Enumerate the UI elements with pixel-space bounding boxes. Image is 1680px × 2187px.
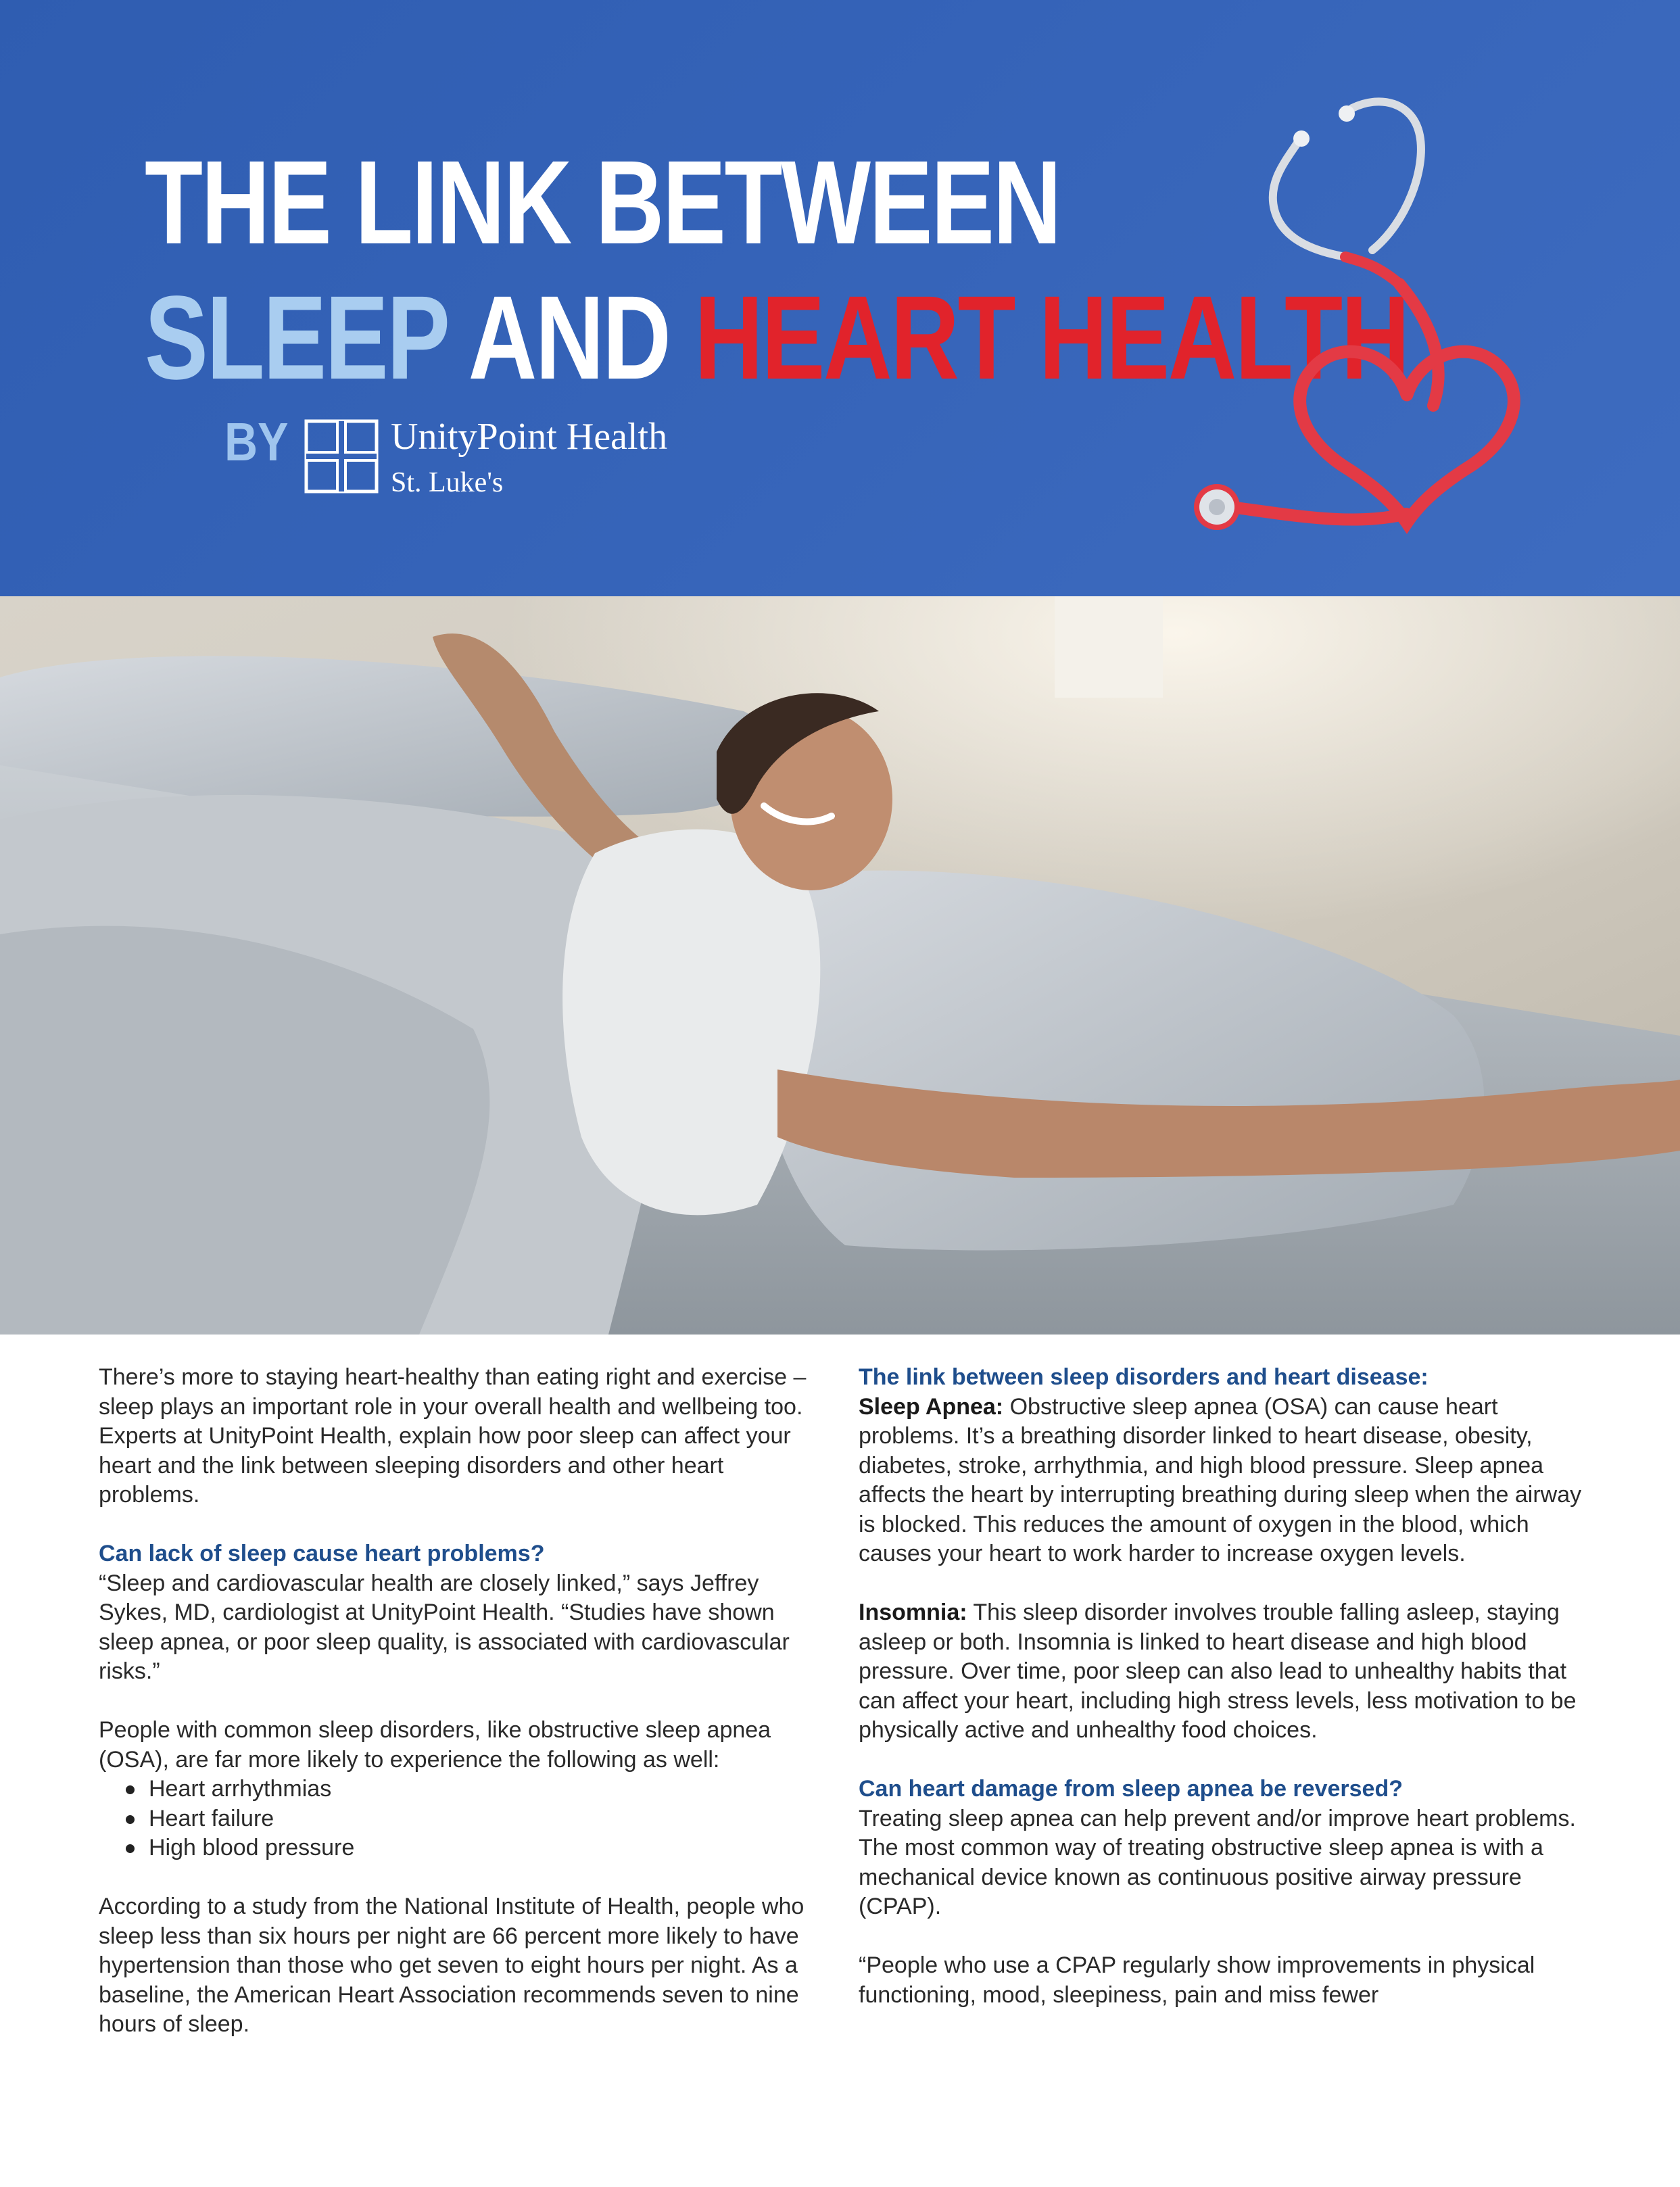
cpap-paragraph: “People who use a CPAP regularly show improvements in physical functioning, mood, sleepiness, pain and miss fewer	[859, 1952, 1535, 2008]
risk-list	[99, 1775, 815, 1863]
unitypoint-cross-icon	[304, 419, 379, 494]
heading-lack-of-sleep: Can lack of sleep cause heart problems?	[99, 1541, 545, 1566]
insomnia-text: This sleep disorder involves trouble falling asleep, staying asleep or both. Insomnia is linked to heart disease and high blood pressure. Over time, poor sleep can also lead to unhealthy habits that can affect your heart, including high stress levels, less motivation to be physically active and unhealthy food choices.	[859, 1600, 1577, 1743]
stethoscope-heart-icon	[1149, 81, 1582, 554]
list-item: High blood pressure	[149, 1833, 815, 1863]
insomnia-paragraph	[859, 1598, 1595, 1746]
woman-stretching-in-bed-photo	[0, 596, 1680, 1335]
title-sleep: SLEEP	[145, 272, 448, 404]
sleep-apnea-text: Obstructive sleep apnea (OSA) can cause heart problems. It’s a breathing disorder linked to heart disease, obesity, diabetes, stroke, arrhythmia, and high blood pressure. Sleep apnea affects the heart by interrupting breathing during sleep when the airway is blocked. This reduces the amount of oxygen in the blood, which causes your heart to work harder to increase oxygen levels.	[859, 1393, 1582, 1566]
title-and: AND	[468, 272, 670, 404]
by-label: BY	[224, 412, 289, 472]
heading-link-sleep-disorders: The link between sleep disorders and heart disease:	[859, 1364, 1429, 1390]
logo-name: UnityPoint Health	[391, 416, 668, 458]
title-line-1: THE LINK BETWEEN	[145, 137, 1060, 269]
heading-heart-damage: Can heart damage from sleep apnea be reversed?	[859, 1776, 1403, 1802]
quote-paragraph: “Sleep and cardiovascular health are closely linked,” says Jeffrey Sykes, MD, cardiologist at UnityPoint Health. “Studies have shown sleep apnea, or poor sleep quality, is associated with cardiovascular risks.”	[99, 1570, 790, 1684]
sleep-disorders-paragraph: People with common sleep disorders, like obstructive sleep apnea (OSA), are far more likely to experience the following as well:	[99, 1717, 771, 1773]
logo-sub: St. Luke's	[391, 467, 504, 498]
sleep-apnea-paragraph	[859, 1393, 1595, 1569]
insomnia-label: Insomnia:	[859, 1600, 967, 1625]
left-column	[99, 1363, 815, 2040]
header-banner	[0, 0, 1680, 596]
sleep-apnea-label: Sleep Apnea:	[859, 1393, 1004, 1420]
title-heart-health: HEART HEALTH	[694, 272, 1408, 404]
intro-paragraph: There’s more to staying heart-healthy than eating right and exercise – sleep plays an important role in your overall health and wellbeing too. Experts at UnityPoint Health, explain how poor sleep can affect your heart and the link between sleeping disorders and other heart problems.	[99, 1364, 807, 1508]
study-paragraph: According to a study from the National Institute of Health, people who sleep less than six hours per night are 66 percent more likely to have hypertension than those who get seven to eight hours per night. As a baseline, the American Heart Association recommends seven to nine hours of sleep.	[99, 1894, 805, 2037]
list-item: Heart arrhythmias	[149, 1775, 815, 1804]
list-item: Heart failure	[149, 1804, 815, 1834]
treatment-paragraph: Treating sleep apnea can help prevent and/or improve heart problems. The most common way of treating obstructive sleep apnea is with a mechanical device known as continuous positive airway pressure (CPAP).	[859, 1805, 1576, 1919]
right-column	[859, 1363, 1595, 2010]
